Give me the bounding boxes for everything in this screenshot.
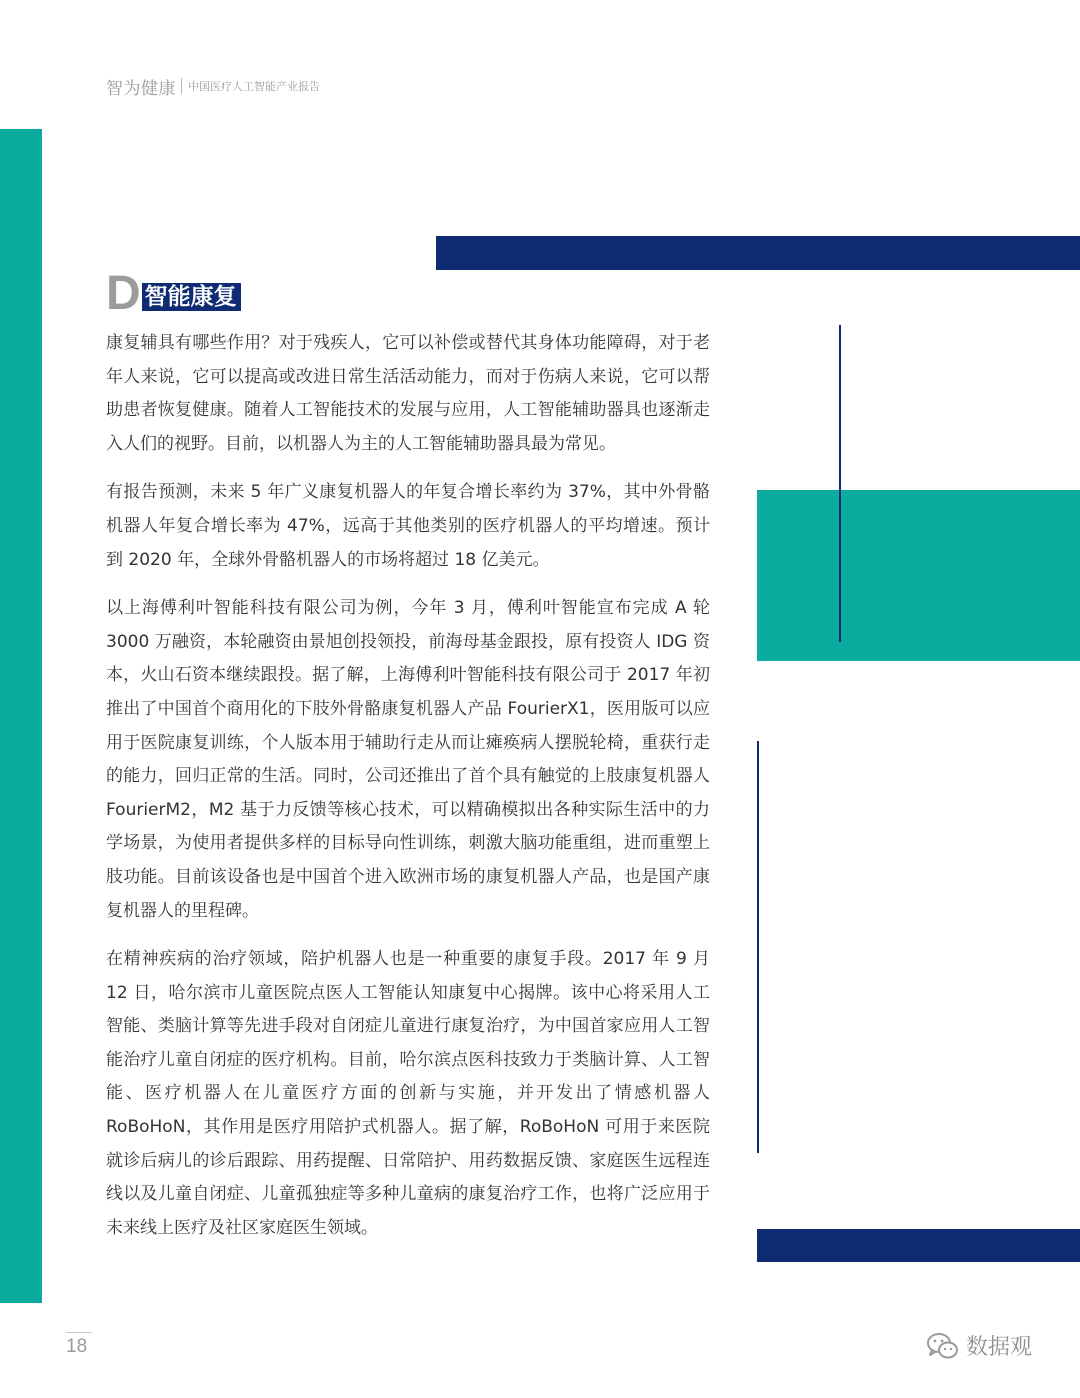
- decorative-vertical-line-lower: [757, 741, 759, 1153]
- right-teal-block: [757, 490, 1080, 661]
- page-number-rule: [66, 1332, 92, 1333]
- left-teal-bar: [0, 129, 42, 1303]
- paragraph: 在精神疾病的治疗领域，陪护机器人也是一种重要的康复手段。2017 年 9 月 12 日，哈尔滨市儿童医院点医人工智能认知康复中心揭牌。该中心将采用人工智能、类脑计算等先进手段对自闭症儿童进行康复治疗，为中国首家应用人工智能治疗儿童自闭症的医疗机构。目前，哈尔滨点医科技致力于类脑计算、人工智能、医疗机器人在儿童医疗方面的创新与实施，并开发出了情感机器人 RoBoHoN，其作用是医疗用陪护式机器人。据了解，RoBoHoN 可用于来医院就诊后病儿的诊后跟踪、用药提醒、日常陪护、用药数据反馈、家庭医生远程连线以及儿童自闭症、儿童孤独症等多种儿童病的康复治疗工作，也将广泛应用于未来线上医疗及社区家庭医生领域。: [106, 949, 710, 1238]
- paragraph: 有报告预测，未来 5 年广义康复机器人的年复合增长率约为 37%，其中外骨骼机器人年复合增长率为 47%，远高于其他类别的医疗机器人的平均增速。预计到 2020 年，全球外骨骼机器人的市场将超过 18 亿美元。: [106, 482, 710, 570]
- paragraph: 以上海傅利叶智能科技有限公司为例，今年 3 月，傅利叶智能宣布完成 A 轮 3000 万融资，本轮融资由景旭创投领投，前海母基金跟投，原有投资人 IDG 资本，火山石资本继续跟投。据了解，上海傅利叶智能科技有限公司于 2017 年初推出了中国首个商用化的下肢外骨骼康复机器人产品 FourierX1，医用版可以应用于医院康复训练，个人版本用于辅助行走从而让瘫痪病人摆脱轮椅，重获行走的能力，回归正常的生活。同时，公司还推出了首个具有触觉的上肢康复机器人 FourierM2，M2 基于力反馈等核心技术，可以精确模拟出各种实际生活中的力学场景，为使用者提供多样的目标导向性训练，刺激大脑功能重组，进而重塑上肢功能。目前该设备也是中国首个进入欧洲市场的康复机器人产品，也是国产康复机器人的里程碑。: [106, 598, 710, 921]
- decorative-vertical-line-upper: [839, 325, 841, 642]
- wechat-icon: [926, 1331, 960, 1361]
- watermark-text: 数据观: [966, 1335, 1033, 1360]
- paragraph: 康复辅具有哪些作用？对于残疾人，它可以补偿或替代其身体功能障碍，对于老年人来说，它可以提高或改进日常生活活动能力，而对于伤病人来说，它可以帮助患者恢复健康。随着人工智能技术的发展与应用，人工智能辅助器具也逐渐走入人们的视野。目前，以机器人为主的人工智能辅助器具最为常见。: [106, 333, 710, 454]
- watermark: [926, 1330, 1032, 1361]
- section-letter: D: [106, 267, 141, 320]
- top-navy-band: [436, 236, 1080, 270]
- section-heading: [106, 267, 241, 320]
- bottom-navy-band: [757, 1229, 1080, 1262]
- header-divider: [181, 78, 182, 94]
- section-name: 智能康复: [142, 283, 241, 311]
- page-number: 18: [66, 1336, 88, 1357]
- article-body: [106, 327, 710, 1260]
- header-title: 智为健康: [106, 78, 176, 99]
- running-header: [106, 74, 320, 98]
- header-subtitle: 中国医疗人工智能产业报告: [188, 80, 320, 93]
